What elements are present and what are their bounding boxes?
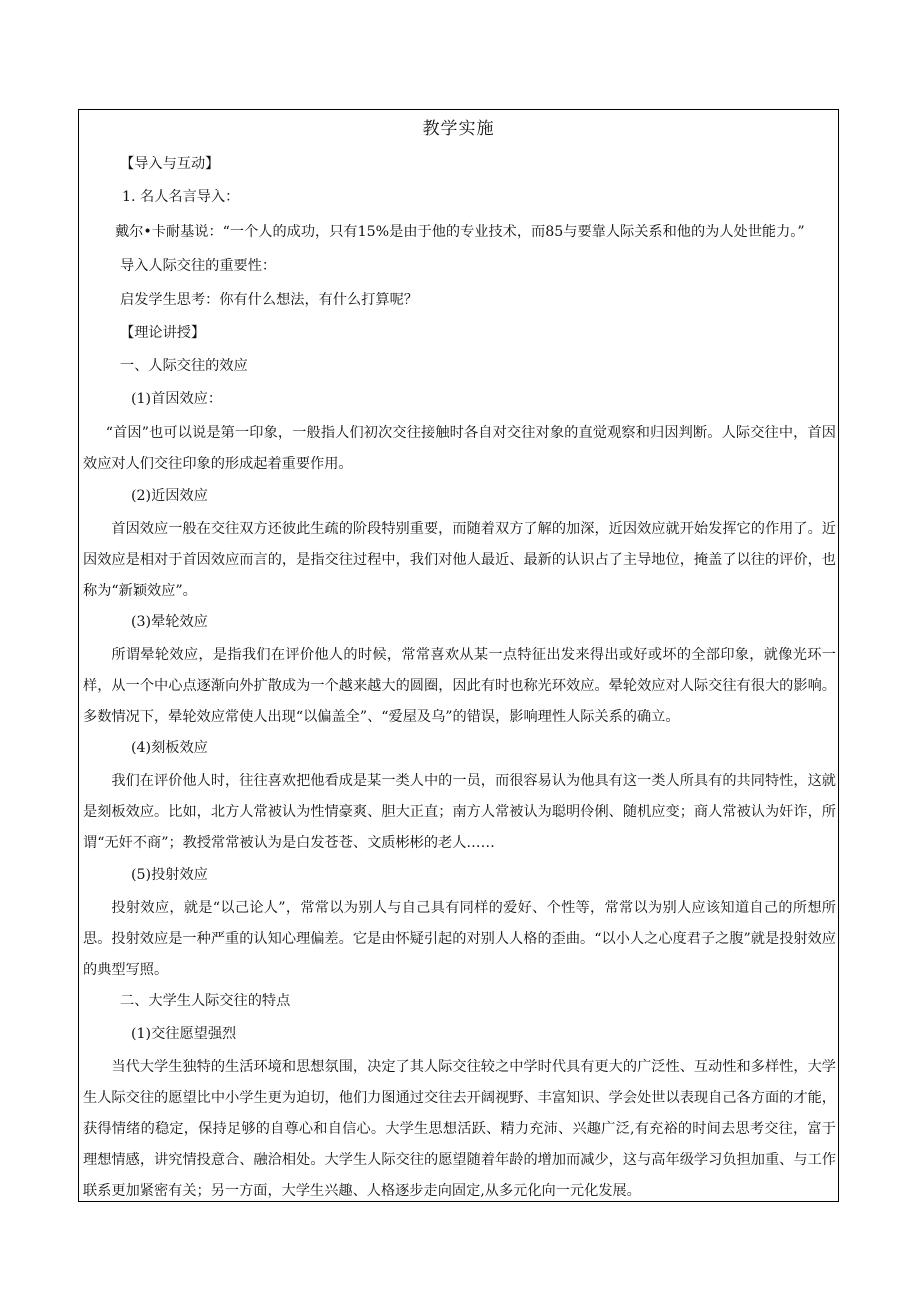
think-prompt: 启发学生思考：你有什么想法，有什么打算呢？ (120, 292, 418, 308)
theory-header: 【理论讲授】 (120, 325, 206, 341)
intro-header: 【导入与互动】 (120, 156, 220, 172)
paragraph-recency: 首因效应一般在交往双方还彼此生疏的阶段特别重要，而随着双方了解的加深，近因效应就开始发挥它的作用了。近因效应是相对于首因效应而言的，是指交往过程中，我们对他人最近、最新的认识占了主导地位，掩盖了以往的评价，也称为“新颖效应”。 (83, 521, 836, 599)
carnegie-quote: 戴尔•卡耐基说：“一个人的成功，只有15%是由于他的专业技术，而85与要靠人际关系和他的为人处世能力。” (115, 224, 805, 240)
subheading-primacy: (1)首因效应： (131, 391, 223, 407)
lesson-content-table (78, 109, 839, 1202)
section-heading-effects: 一、人际交往的效应 (120, 358, 248, 374)
section-heading-features: 二、大学生人际交往的特点 (120, 993, 291, 1009)
quote-intro-label: 1. 名人名言导入： (122, 189, 240, 205)
paragraph-primacy: “首因”也可以说是第一印象，一般指人们初次交往接触时各自对交往对象的直觉观察和归因判断。人际交往中，首因效应对人们交往印象的形成起着重要作用。 (83, 425, 836, 472)
paragraph-desire: 当代大学生独特的生活环境和思想氛围，决定了其人际交往较之中学时代具有更大的广泛性、互动性和多样性，大学生人际交往的愿望比中小学生更为迫切，他们力图通过交往去开阔视野、丰富知识、学会处世以表现自己各方面的才能，获得情绪的稳定，保持足够的自尊心和自信心。大学生思想活跃、精力充沛、兴趣广泛,有充裕的时间去思考交往，富于理想情感，讲究情投意合、融洽相处。大学生人际交往的愿望随着年龄的增加而减少，这与高年级学习负担加重、与工作联系更加紧密有关；另一方面，大学生兴趣、人格逐步走向固定,从多元化向一元化发展。 (83, 1059, 836, 1199)
paragraph-projection: 投射效应，就是“以己论人”，常常以为别人与自己具有同样的爱好、个性等，常常以为别人应该知道自己的所想所思。投射效应是一种严重的认知心理偏差。它是由怀疑引起的对别人人格的歪曲。“以小人之心度君子之腹”就是投射效应的典型写照。 (83, 900, 836, 978)
subheading-halo: (3)晕轮效应 (131, 614, 208, 630)
subheading-recency: (2)近因效应 (131, 488, 208, 504)
subheading-desire: (1)交往愿望强烈 (131, 1026, 237, 1042)
paragraph-stereotype: 我们在评价他人时，往往喜欢把他看成是某一类人中的一员，而很容易认为他具有这一类人所具有的共同特性，这就是刻板效应。比如，北方人常被认为性情豪爽、胆大正直；南方人常被认为聪明伶俐、随机应变；商人常被认为奸诈，所谓“无奸不商”；教授常常被认为是白发苍苍、文质彬彬的老人…… (83, 773, 836, 851)
page-title: 教学实施 (422, 119, 495, 139)
importance-line: 导入人际交往的重要性： (120, 258, 277, 274)
paragraph-halo: 所谓晕轮效应，是指我们在评价他人的时候，常常喜欢从某一点特征出发来得出或好或坏的全部印象，就像光环一样，从一个中心点逐渐向外扩散成为一个越来越大的圆圈，因此有时也称光环效应。晕轮效应对人际交往有很大的影响。多数情况下，晕轮效应常使人出现“以偏盖全”、“爱屋及乌”的错误，影响理性人际关系的确立。 (83, 647, 836, 725)
subheading-projection: (5)投射效应 (131, 867, 208, 883)
subheading-stereotype: (4)刻板效应 (131, 740, 208, 756)
